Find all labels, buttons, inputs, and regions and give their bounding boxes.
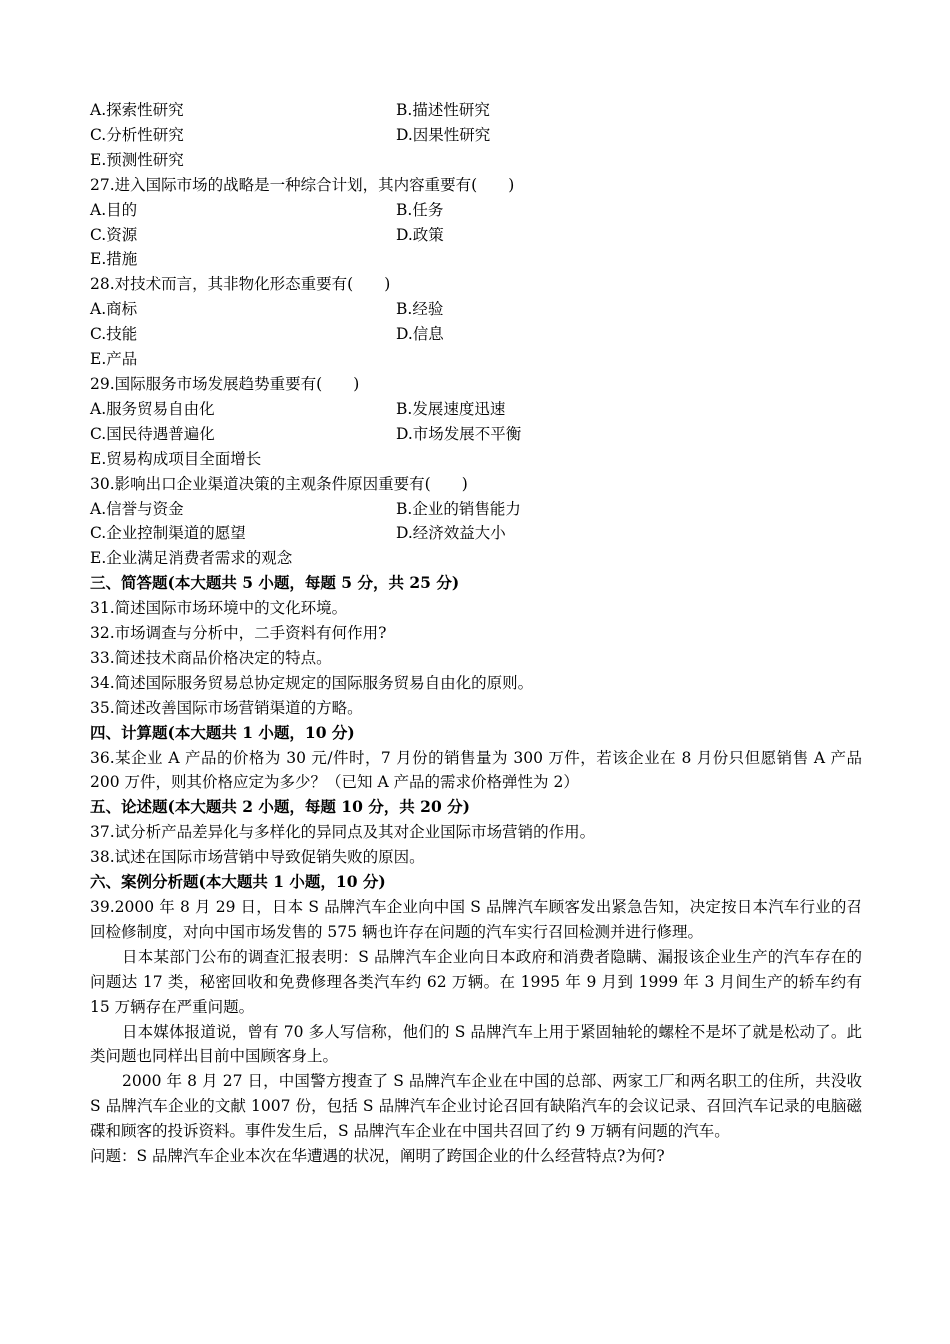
section-heading: 四、计算题(本大题共 1 小题，10 分) [90, 722, 355, 742]
question: 35.简述改善国际市场营销渠道的方略。 [90, 698, 363, 717]
question-stem: 30.影响出口企业渠道决策的主观条件原因重要有( ) [90, 474, 468, 493]
question: 34.简述国际服务贸易总协定规定的国际服务贸易自由化的原则。 [90, 673, 534, 692]
question-stem: 29.国际服务市场发展趋势重要有( ) [90, 374, 360, 393]
option: D.市场发展不平衡 [396, 424, 522, 443]
option: A.服务贸易自由化 [90, 399, 215, 418]
question: 31.简述国际市场环境中的文化环境。 [90, 599, 348, 618]
option: A.信誉与资金 [90, 499, 184, 518]
question: 32.市场调查与分析中，二手资料有何作用? [90, 624, 387, 643]
question: 36.某企业 A 产品的价格为 30 元/件时，7 月份的销售量为 300 万件，若该企业在 8 月份只但愿销售 A 产品 200 万件，则其价格应定为多少？（已知 A 产品的需求价格弹性为 2） [90, 748, 862, 792]
q27-options-row-2 [90, 223, 862, 248]
q27-options-row-1 [90, 198, 862, 223]
option: A.商标 [90, 300, 138, 319]
question: 33.简述技术商品价格决定的特点。 [90, 648, 332, 667]
option: C.分析性研究 [90, 125, 184, 144]
option: D.经济效益大小 [396, 524, 506, 543]
option: C.企业控制渠道的愿望 [90, 524, 246, 543]
section-heading: 六、案例分析题(本大题共 1 小题，10 分) [90, 872, 386, 892]
option: E.贸易构成项目全面增长 [90, 449, 262, 468]
case-paragraph: 日本媒体报道说，曾有 70 多人写信称，他们的 S 品牌汽车上用于紧固轴轮的螺栓不是坏了就是松动了。此类问题也同样出目前中国顾客身上。 [90, 1022, 862, 1066]
question: 37.试分析产品差异化与多样化的异同点及其对企业国际市场营销的作用。 [90, 823, 596, 842]
option: B.经验 [396, 300, 444, 319]
option: B.描述性研究 [396, 101, 490, 119]
question-stem: 27.进入国际市场的战略是一种综合计划，其内容重要有( ) [90, 175, 515, 194]
option: C.国民待遇普遍化 [90, 424, 215, 443]
option: E.措施 [90, 250, 138, 269]
option: D.政策 [396, 225, 444, 244]
option: B.企业的销售能力 [396, 499, 521, 518]
case-question: 问题：S 品牌汽车企业本次在华遭遇的状况，阐明了跨国企业的什么经营特点?为何? [90, 1147, 665, 1166]
q29-options-row-2 [90, 422, 862, 447]
question-stem: 28.对技术而言，其非物化形态重要有( ) [90, 275, 391, 294]
option: B.发展速度迅速 [396, 399, 506, 418]
case-paragraph: 2000 年 8 月 27 日，中国警方搜查了 S 品牌汽车企业在中国的总部、两家工厂和两名职工的住所，共没收 S 品牌汽车企业的文献 1007 份，包括 S 品牌汽车企业讨论召回有缺陷汽车的会议记录、召回汽车记录的电脑磁碟和顾客的投诉资料。事件发生后，S 品牌汽车企业在中国共召回了约 9 万辆有问题的汽车。 [90, 1072, 862, 1141]
option: E.产品 [90, 350, 138, 369]
option: E.企业满足消费者需求的观念 [90, 549, 293, 568]
q29-options-row-1 [90, 397, 862, 422]
case-paragraph: 39.2000 年 8 月 29 日，日本 S 品牌汽车企业向中国 S 品牌汽车顾客发出紧急告知，决定按日本汽车行业的召回检修制度，对向中国市场发售的 575 辆也许存在问题的汽车实行召回检测并进行修理。 [90, 898, 862, 941]
section-heading: 三、简答题(本大题共 5 小题，每题 5 分，共 25 分) [90, 573, 460, 593]
q26-options-row-2 [90, 123, 862, 148]
q28-options-row-1 [90, 297, 862, 322]
case-paragraph: 日本某部门公布的调查汇报表明：S 品牌汽车企业向日本政府和消费者隐瞒、漏报该企业生产的汽车存在的问题达 17 类，秘密回收和免费修理各类汽车约 62 万辆。在 1995 年 9 月到 1999 年 3 月间生产的轿车约有 15 万辆存在严重问题。 [90, 947, 862, 1016]
question: 38.试述在国际市场营销中导致促销失败的原因。 [90, 848, 425, 867]
section-heading: 五、论述题(本大题共 2 小题，每题 10 分，共 20 分) [90, 797, 470, 817]
option: C.技能 [90, 325, 138, 344]
option: D.信息 [396, 325, 444, 344]
option: E.预测性研究 [90, 150, 184, 169]
option: A.目的 [90, 200, 138, 219]
q26-options-row-1 [90, 98, 862, 123]
exam-page [90, 98, 862, 1169]
q28-options-row-2 [90, 322, 862, 347]
option: D.因果性研究 [396, 125, 491, 144]
option: C.资源 [90, 225, 138, 244]
q30-options-row-2 [90, 521, 862, 546]
q30-options-row-1 [90, 497, 862, 522]
option: B.任务 [396, 200, 444, 219]
option: A.探索性研究 [90, 101, 184, 119]
